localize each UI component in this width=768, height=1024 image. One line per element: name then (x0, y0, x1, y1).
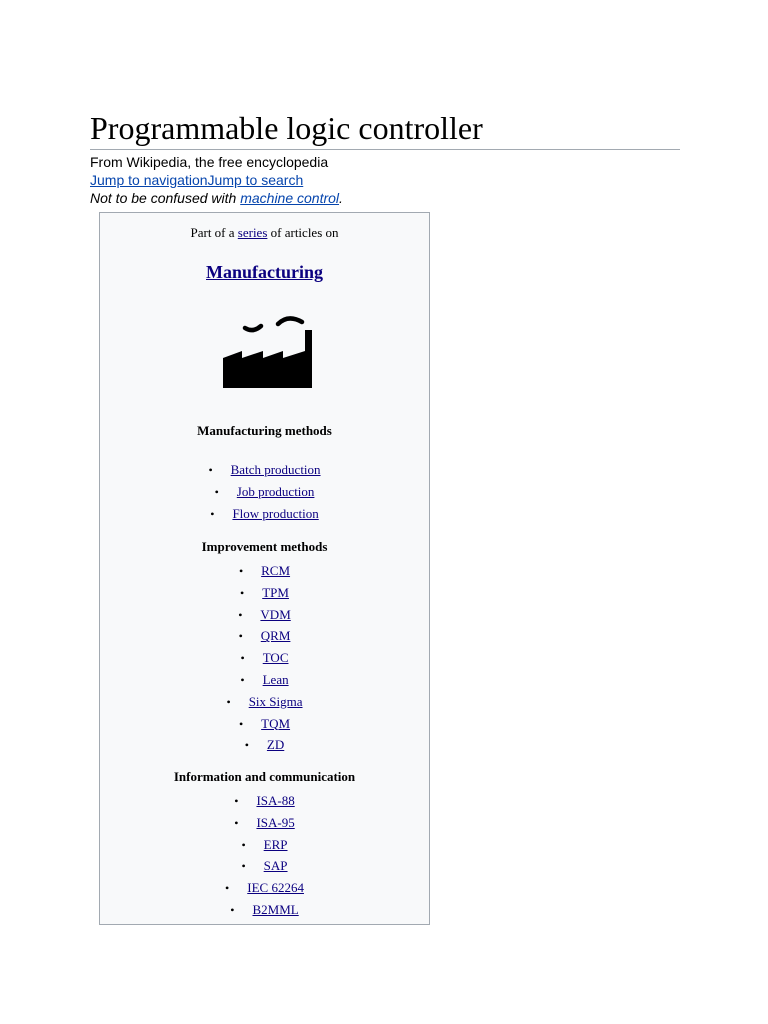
bullet-icon: • (241, 859, 246, 874)
list-item (100, 604, 429, 626)
lean-link[interactable]: Lean (262, 671, 289, 687)
bullet-icon: • (240, 672, 245, 687)
bullet-icon: • (244, 738, 249, 753)
list-item (100, 834, 429, 856)
hatnote-suffix: . (339, 190, 343, 206)
toc-link[interactable]: TOC (262, 650, 289, 666)
list-item (100, 812, 429, 834)
job-production-link[interactable]: Job production (236, 483, 315, 499)
series-link[interactable]: series (237, 225, 268, 240)
list-item (100, 855, 429, 877)
jump-links (90, 171, 680, 189)
list-item (100, 669, 429, 691)
bullet-icon: • (208, 463, 213, 477)
flow-production-link[interactable]: Flow production (232, 505, 319, 521)
list-manufacturing-methods (100, 459, 429, 524)
isa-95-link[interactable]: ISA-95 (256, 814, 295, 830)
bullet-icon: • (238, 716, 244, 731)
b2mml-link[interactable]: B2MML (252, 901, 299, 917)
six-sigma-link[interactable]: Six Sigma (248, 693, 303, 709)
bullet-icon: • (240, 585, 245, 600)
iec-62264-link[interactable]: IEC 62264 (247, 880, 304, 896)
pretitle-suffix: of articles on (267, 225, 339, 240)
zd-link[interactable]: ZD (266, 737, 285, 753)
list-item (100, 503, 429, 525)
list-item (100, 582, 429, 604)
list-improvement-methods (100, 560, 429, 756)
article-header (90, 110, 680, 207)
list-item (100, 560, 429, 582)
rcm-link[interactable]: RCM (261, 563, 291, 578)
list-item (100, 647, 429, 669)
pretitle-prefix: Part of a (190, 225, 238, 240)
list-item (100, 691, 429, 713)
bullet-icon: • (234, 815, 239, 830)
qrm-link[interactable]: QRM (260, 628, 291, 644)
bullet-icon: • (238, 564, 244, 578)
sidebar-pretitle (100, 225, 429, 241)
page-title: Programmable logic controller (90, 110, 680, 150)
jump-to-search-link[interactable]: Jump to search (207, 172, 304, 188)
section-heading-manufacturing-methods: Manufacturing methods (197, 423, 332, 438)
jump-to-navigation-link[interactable]: Jump to navigation (90, 172, 208, 188)
series-sidebar (99, 212, 430, 925)
factory-icon (220, 313, 316, 391)
vdm-link[interactable]: VDM (260, 606, 291, 622)
bullet-icon: • (230, 902, 235, 917)
list-information-and-communication (100, 790, 429, 921)
bullet-icon: • (241, 837, 246, 852)
bullet-icon: • (240, 651, 245, 666)
erp-link[interactable]: ERP (263, 836, 288, 852)
list-item (100, 899, 429, 921)
hatnote (90, 189, 680, 207)
list-item (100, 481, 429, 503)
sidebar-title (100, 261, 429, 283)
bullet-icon: • (225, 881, 230, 896)
list-item (100, 625, 429, 647)
section-heading-improvement-methods: Improvement methods (201, 539, 328, 554)
list-item (100, 734, 429, 756)
bullet-icon: • (226, 694, 231, 709)
isa-88-link[interactable]: ISA-88 (256, 793, 295, 808)
tqm-link[interactable]: TQM (261, 715, 291, 731)
sap-link[interactable]: SAP (263, 858, 288, 874)
machine-control-link[interactable]: machine control (240, 190, 340, 206)
batch-production-link[interactable]: Batch production (230, 462, 321, 477)
manufacturing-link[interactable]: Manufacturing (206, 262, 323, 282)
section-heading-information-and-communication: Information and communication (173, 769, 356, 784)
list-item (100, 713, 429, 735)
tpm-link[interactable]: TPM (262, 584, 289, 600)
list-item (100, 790, 429, 812)
hatnote-prefix: Not to be confused with (90, 190, 241, 206)
bullet-icon: • (214, 484, 219, 499)
list-item (100, 459, 429, 481)
bullet-icon: • (238, 629, 243, 644)
bullet-icon: • (238, 607, 243, 622)
site-tagline: From Wikipedia, the free encyclopedia (90, 154, 329, 170)
bullet-icon: • (234, 794, 239, 808)
list-item (100, 877, 429, 899)
bullet-icon: • (210, 506, 215, 521)
